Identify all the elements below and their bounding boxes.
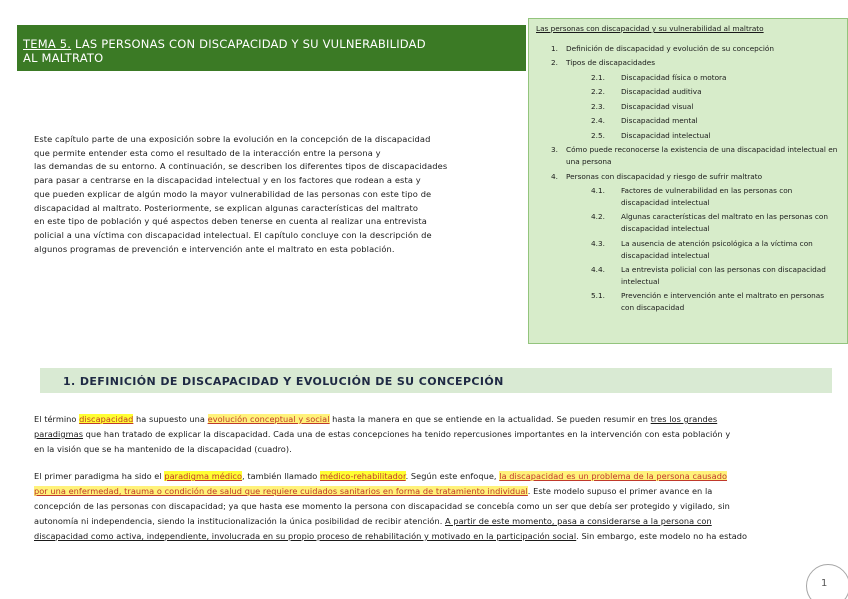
- toc-item-number: 2.4.: [591, 116, 605, 126]
- underlined-text: A partir de este momento, pasa a considerarse a la persona con: [445, 516, 712, 526]
- intro-line: Este capítulo parte de una exposición sobre la evolución en la concepción de la discapacidad: [34, 134, 431, 144]
- toc-item[interactable]: [536, 86, 839, 98]
- text-run: . Este modelo supuso el primer avance en la: [527, 486, 713, 496]
- text-run: ha supuesto una: [133, 414, 208, 424]
- text-line: [34, 469, 812, 484]
- text-run: , también llamado: [242, 471, 321, 481]
- toc-item[interactable]: [536, 290, 839, 314]
- toc-item-text: Definición de discapacidad y evolución de su concepción: [566, 44, 774, 53]
- highlighted-term: discapacidad: [79, 414, 134, 424]
- toc-item-text: Discapacidad intelectual: [621, 130, 711, 140]
- intro-line: para pasar a centrarse en la discapacidad intelectual y en los factores que rodean a esta y: [34, 175, 421, 186]
- toc-item[interactable]: [536, 211, 839, 235]
- toc-item[interactable]: [536, 43, 839, 55]
- toc-item[interactable]: [536, 144, 839, 168]
- text-line: en la visión que se ha mantenido de la discapacidad (cuadro).: [34, 444, 292, 454]
- toc-item[interactable]: [536, 171, 839, 183]
- toc-item[interactable]: [536, 238, 839, 262]
- toc-item[interactable]: [536, 57, 839, 69]
- text-line: [34, 529, 812, 544]
- chapter-title-line-2: AL MALTRATO: [23, 51, 104, 65]
- toc-item-text: Discapacidad mental: [621, 116, 698, 126]
- toc-item-text: Discapacidad visual: [621, 101, 694, 111]
- text-run: autonomía ni independencia, siendo la institucionalización la única posibilidad de recibir atención.: [34, 516, 446, 526]
- toc-item-text: Factores de vulnerabilidad en las personas con discapacidad intelectual: [621, 186, 793, 207]
- toc-item-text: La entrevista policial con las personas con discapacidad intelectual: [621, 265, 826, 286]
- underlined-text: paradigmas: [34, 429, 84, 439]
- chapter-title-text: LAS PERSONAS CON DISCAPACIDAD Y SU VULNERABILIDAD: [71, 37, 426, 51]
- body-paragraph-1: [34, 412, 812, 457]
- toc-item-text: Discapacidad auditiva: [621, 87, 702, 97]
- intro-line: que pueden explicar de algún modo la mayor vulnerabilidad de las personas con este tipo de: [34, 188, 432, 199]
- highlighted-term: paradigma médico: [164, 471, 243, 481]
- underlined-text: discapacidad como activa, independiente, involucrada en su propio proceso de rehabilitación y motivado en la participación social: [34, 531, 577, 541]
- toc-item-text: Personas con discapacidad y riesgo de sufrir maltrato: [566, 171, 763, 181]
- body-paragraph-2: [34, 469, 812, 544]
- highlighted-term: evolución conceptual y social: [207, 414, 330, 424]
- intro-line: que permite entender esta como el resultado de la interacción entre la persona y: [34, 147, 381, 158]
- text-run: El primer paradigma ha sido el: [34, 471, 165, 481]
- text-run: que han tratado de explicar la discapacidad. Cada una de estas concepciones ha tenido repercusiones importantes en la intervención con esta población y: [83, 429, 731, 439]
- toc-item[interactable]: [536, 101, 839, 113]
- toc-item-number: 3.: [551, 145, 558, 155]
- toc-item-number: 5.1.: [591, 291, 605, 301]
- section-heading: 1. DEFINICIÓN DE DISCAPACIDAD Y EVOLUCIÓN DE SU CONCEPCIÓN: [40, 368, 832, 393]
- toc-item[interactable]: [536, 130, 839, 142]
- toc-item-number: 4.4.: [591, 265, 605, 274]
- text-run: . Sin embargo, este modelo no ha estado: [576, 531, 748, 541]
- text-line: [34, 484, 812, 499]
- toc-item-text: Tipos de discapacidades: [566, 58, 656, 68]
- text-line: [34, 514, 812, 529]
- toc-item-text: La ausencia de atención psicológica a la víctima con discapacidad intelectual: [621, 238, 813, 260]
- intro-line: algunos programas de prevención e intervención ante el maltrato en esta población.: [34, 243, 395, 254]
- intro-line: las demandas de su entorno. A continuación, se describen los diferentes tipos de discapacidades: [34, 161, 448, 172]
- toc-item-text: Prevención e intervención ante el maltrato en personas con discapacidad: [621, 291, 825, 313]
- toc-item-text: Discapacidad física o motora: [621, 72, 727, 82]
- text-run: hasta la manera en que se entiende en la actualidad. Se pueden resumir en: [329, 414, 651, 424]
- text-run: . Según este enfoque,: [405, 471, 500, 481]
- highlighted-term: médico-rehabilitador: [320, 471, 406, 481]
- toc-title[interactable]: Las personas con discapacidad y su vulnerabilidad al maltrato: [536, 24, 764, 33]
- text-run: El término: [34, 414, 80, 424]
- table-of-contents: [528, 18, 848, 344]
- toc-item-number: 2.5.: [591, 130, 605, 140]
- toc-item-number: 2.2.: [591, 87, 605, 97]
- intro-line: policial a una víctima con discapacidad intelectual. El capítulo concluye con la descripción de: [34, 229, 432, 240]
- toc-item-text: Cómo puede reconocerse la existencia de una discapacidad intelectual en una persona: [566, 145, 838, 167]
- text-line: concepción de las personas con discapacidad; ya que hasta ese momento la persona con discapacidad se concebía como un ser que debía ser protegido y vigilado, sin: [34, 501, 730, 511]
- chapter-title-bar: [17, 25, 526, 71]
- toc-item[interactable]: [536, 264, 839, 288]
- toc-item-number: 4.2.: [591, 212, 605, 222]
- highlighted-term: la discapacidad es un problema de la persona causado: [499, 471, 728, 481]
- intro-line: en este tipo de población y qué aspectos deben tenerse en cuenta al realizar una entrevista: [34, 216, 427, 227]
- chapter-title-line-1: [23, 37, 526, 51]
- toc-item-number: 1.: [551, 44, 558, 53]
- toc-item-number: 2.: [551, 58, 558, 68]
- toc-item-text: Algunas características del maltrato en las personas con discapacidad intelectual: [621, 212, 828, 234]
- intro-line: discapacidad al maltrato. Posteriormente, se explican algunas características del maltrato: [34, 202, 419, 213]
- chapter-number: TEMA 5.: [23, 37, 72, 51]
- underlined-text: tres los grandes: [650, 414, 718, 424]
- toc-item[interactable]: [536, 72, 839, 84]
- toc-item[interactable]: [536, 115, 839, 127]
- text-line: [34, 412, 812, 427]
- page-number: 1: [806, 564, 848, 599]
- toc-item-number: 2.3.: [591, 101, 605, 111]
- highlighted-term: por una enfermedad, trauma o condición de salud que requiere cuidados sanitarios en forma de tratamiento individual: [34, 486, 528, 496]
- toc-item-number: 4.: [551, 171, 558, 181]
- intro-paragraph: [34, 133, 494, 256]
- text-line: [34, 427, 812, 442]
- toc-item-number: 2.1.: [591, 72, 605, 82]
- toc-item-number: 4.3.: [591, 238, 605, 248]
- toc-item-number: 4.1.: [591, 186, 605, 196]
- toc-item[interactable]: [536, 185, 839, 209]
